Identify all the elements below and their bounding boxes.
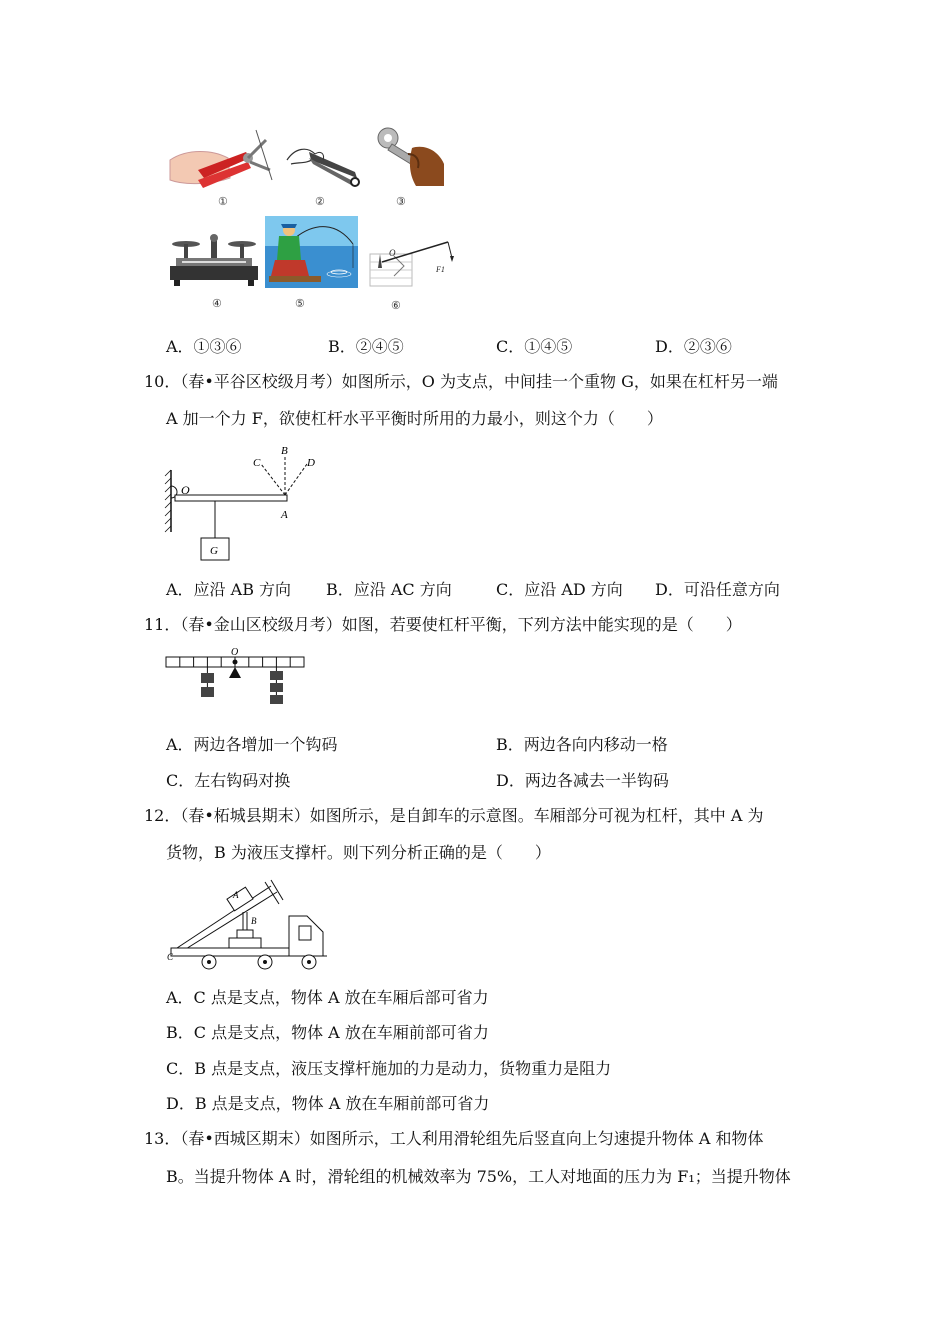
q10-label-g: G: [210, 545, 218, 557]
fig6-label-f1: F1: [436, 265, 445, 274]
q10-option-d[interactable]: D．可沿任意方向: [655, 580, 780, 599]
q12-stem-line2: 货物，B 为液压支撑杆。则下列分析正确的是（ ）: [166, 843, 551, 862]
fig-caption-1: ①: [218, 195, 228, 208]
fig-caption-5: ⑤: [295, 297, 305, 310]
q10-stem-line2: A 加一个力 F，欲使杠杆水平平衡时所用的力最小，则这个力（ ）: [166, 409, 663, 428]
q13-stem-line1: 13．（春•西城区期末）如图所示，工人利用滑轮组先后竖直向上匀速提升物体 A 和物体: [144, 1129, 764, 1148]
q11-option-c[interactable]: C．左右钩码对换: [166, 771, 291, 790]
fig-caption-6: ⑥: [391, 299, 401, 312]
q11-stem: 11．（春•金山区校级月考）如图，若要使杠杆平衡，下列方法中能实现的是（ ）: [144, 615, 742, 634]
balance-scale-image: [168, 234, 260, 290]
q11-option-b[interactable]: B．两边各向内移动一格: [496, 735, 668, 754]
q9-option-d[interactable]: D．②③⑥: [655, 337, 732, 356]
q9-option-c[interactable]: C．①④⑤: [496, 337, 573, 356]
pliers-image: [168, 130, 273, 198]
q12-dump-truck-diagram: [165, 872, 330, 972]
q9-option-a[interactable]: A．①③⑥: [166, 337, 242, 356]
q10-lever-diagram: [165, 440, 325, 565]
q10-option-a[interactable]: A．应沿 AB 方向: [166, 580, 292, 599]
q12-label-b: B: [251, 916, 257, 926]
q9-figures: [160, 120, 460, 320]
q12-label-a: A: [233, 890, 239, 900]
wrench-image: [372, 124, 447, 186]
q12-option-c[interactable]: C．B 点是支点，液压支撑杆施加的力是动力，货物重力是阻力: [166, 1059, 612, 1078]
q9-option-b[interactable]: B．②④⑤: [328, 337, 404, 356]
fig6-label-o: O: [389, 248, 396, 258]
q10-label-o: O: [181, 483, 190, 497]
q12-option-a[interactable]: A．C 点是支点，物体 A 放在车厢后部可省力: [166, 988, 489, 1007]
q13-stem-line2: B。当提升物体 A 时，滑轮组的机械效率为 75%，工人对地面的压力为 F₁；当提升物体: [166, 1167, 791, 1186]
q10-option-c[interactable]: C．应沿 AD 方向: [496, 580, 623, 599]
fig-caption-3: ③: [396, 195, 406, 208]
fig-caption-4: ④: [212, 297, 222, 310]
q11-option-d[interactable]: D．两边各减去一半钩码: [496, 771, 669, 790]
q11-lever-diagram: [165, 645, 307, 711]
q12-stem-line1: 12．（春•柘城县期末）如图所示，是自卸车的示意图。车厢部分可视为杠杆，其中 A 为: [144, 806, 764, 825]
q10-stem-line1: 10．（春•平谷区校级月考）如图所示，O 为支点，中间挂一个重物 G，如果在杠杆另一端: [144, 372, 778, 391]
fig-caption-2: ②: [315, 195, 325, 208]
q11-option-a[interactable]: A．两边各增加一个钩码: [166, 735, 338, 754]
q12-option-d[interactable]: D．B 点是支点，物体 A 放在车厢前部可省力: [166, 1094, 490, 1113]
tongs-image: [285, 134, 365, 192]
fishing-image: [265, 216, 358, 288]
q10-label-a: A: [281, 509, 288, 521]
q10-option-b[interactable]: B．应沿 AC 方向: [326, 580, 452, 599]
lever-f1-image: [364, 236, 459, 294]
q12-option-b[interactable]: B．C 点是支点，物体 A 放在车厢前部可省力: [166, 1023, 489, 1042]
q12-label-c: C: [167, 952, 174, 962]
q11-label-o: O: [231, 647, 239, 658]
q10-label-b: B: [281, 445, 288, 457]
q10-label-d: D: [307, 457, 315, 469]
q10-label-c: C: [253, 457, 261, 469]
